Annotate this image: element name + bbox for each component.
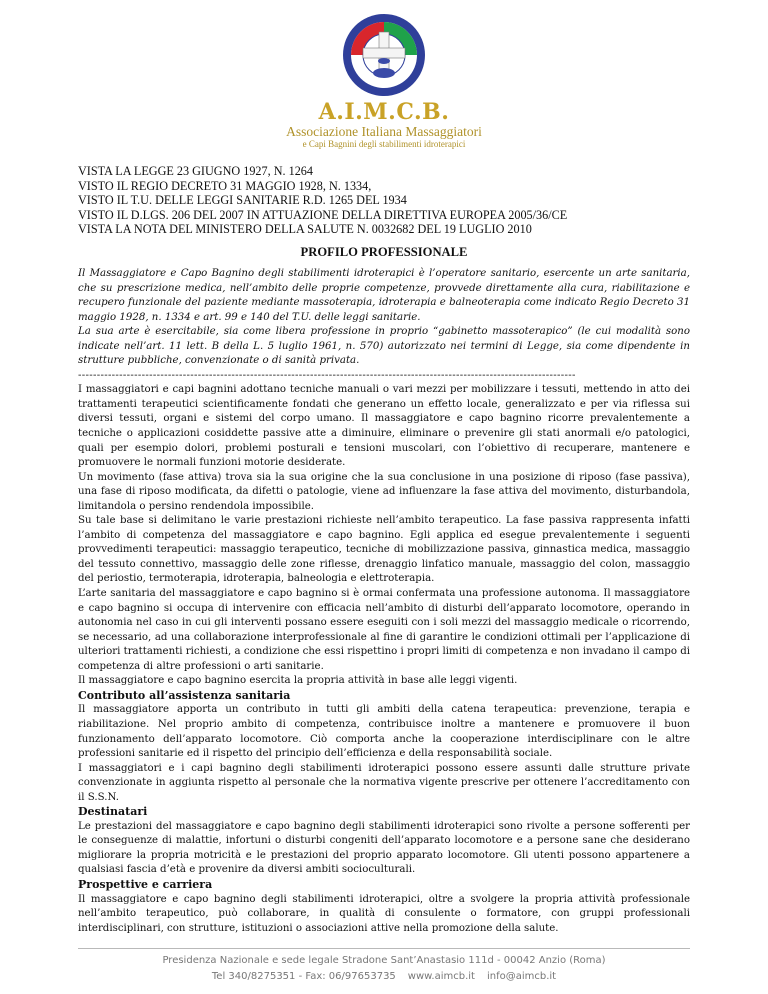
footer-address: Presidenza Nazionale e sede legale Stradone Sant’Anastasio 111d - 00042 Anzio (Roma) [162,955,606,966]
separator-line: ------------------------------------------------------------------------------------------------------------------------------------- [78,369,576,381]
body-paragraph: L’arte sanitaria del massaggiatore e capo bagnino si è ormai confermata una professione autonoma. Il massaggiatore e capo bagnino si occupa di intervenire con efficacia nell’ambito di disturbi dell’apparato locomotore, operando in autonomia nel caso in cui gli interventi possano essere eseguiti con i soli mezzi del massaggio medicale o ricorrendo, se necessario, ad una collaborazione interprofessionale al fine di garantire le condizioni ottimali per l’applicazione di ulteriori trattamenti richiesti, a condizione che essi rispettino i propri limiti di competenza e non invadano il campo di competenza di altre professioni o arti sanitarie. [78,588,690,672]
body-paragraph: I massaggiatori e capi bagnini adottano tecniche manuali o vari mezzi per mobilizzare i tessuti, mettendo in atto dei trattamenti terapeutici scientificamente fondati che generano un effetto locale, generalizzato e per via riflessa sui diversi tessuti, organi e sistemi del corpo umano. Il massaggiatore e capo bagnino ricorre prevalentemente a tecniche o applicazioni cosiddette passive atte a diminuire, eliminare o prevenire gli stati anormali e/o patologici, quali per esempio dolori, problemi posturali e tensioni muscolari, con l’obiettivo di recuperare, mantenere e promuovere le normali funzioni motorie desiderate. [78,384,690,469]
body-paragraph: Un movimento (fase attiva) trova sia la sua origine che la sua conclusione in una posizione di riposo (fase passiva), una fase di riposo modificata, da difetti o patologie, viene ad influenzare la fase attiva del movimento, disturbandola, limitandola o persino rendendola impossibile. [78,471,690,512]
org-full-name: Associazione Italiana Massaggiatori [286,124,482,139]
page-footer [0,953,768,985]
document-body [78,267,690,936]
footer-phone: Tel 340/8275351 - Fax: 06/97653735 [211,971,396,982]
letterhead [0,12,768,150]
reference-line: VISTA LA LEGGE 23 GIUGNO 1927, N. 1264 [78,164,313,178]
body-paragraph: I massaggiatori e i capi bagnino degli stabilimenti idroterapici possono essere assunti dalle strutture private convenzionate in aggiunta rispetto al personale che la normativa vigente prescrive per ottenere l’accreditamento con il S.S.N. [78,762,690,803]
org-name: A.I.M.C.B. [318,99,450,125]
reference-line: VISTO IL REGIO DECRETO 31 MAGGIO 1928, N. 1334, [78,178,372,193]
section-heading: Prospettive e carriera [78,877,213,891]
reference-line: VISTO IL D.LGS. 206 DEL 2007 IN ATTUAZIONE DELLA DIRETTIVA EUROPEA 2005/36/CE [78,207,568,222]
reference-line: VISTO IL T.U. DELLE LEGGI SANITARIE R.D. 1265 DEL 1934 [78,193,407,208]
org-subtitle: e Capi Bagnini degli stabilimenti idroterapici [302,139,466,149]
footer-contacts [0,969,768,985]
body-paragraph: Il massaggiatore e capo bagnino esercita la propria attività in base alle leggi vigenti. [78,675,518,687]
body-paragraph: Il massaggiatore apporta un contributo in tutti gli ambiti della catena terapeutica: prevenzione, terapia e riabilitazione. Nel proprio ambito di competenza, contribuisce inoltre a mantenere e promuovere il buon funzionamento dell’apparato locomotore. Ciò comporta anche la cooperazione interdisciplinare con le altre professioni sanitarie ed il rispetto del principio dell’efficienza e della responsabilità sociale. [78,704,690,760]
footer-website-link[interactable]: www.aimcb.it [407,971,475,982]
legal-references [78,164,698,237]
body-paragraph: Il massaggiatore e capo bagnino degli stabilimenti idroterapici, oltre a svolgere la propria attività professionale nell’ambito terapeutico, può collaborare, in qualità di consulente o formatore, con gruppi professionali interdisciplinari, con strutture, istituzioni o associazioni attive nella promozione della salute. [78,893,690,934]
intro-paragraph: Il Massaggiatore e Capo Bagnino degli stabilimenti idroterapici è l’operatore sanitario, esercente un arte sanitaria, che su prescrizione medica, nell’ambito delle proprie competenze, provvede direttamente alla cura, riabilitazione e recupero funzionale del paziente mediante massoterapia, idroterapia e balneoterapia come indicato Regio Decreto 31 maggio 1928, n. 1334 e art. 99 e 140 del T.U. delle leggi sanitarie. [78,268,690,323]
body-paragraph: Su tale base si delimitano le varie prestazioni richieste nell’ambito terapeutico. La fase passiva rappresenta infatti l’ambito di competenza del massaggiatore e capo bagnino. Egli applica ed esegue prevalentemente i seguenti provvedimenti terapeutici: massaggio terapeutico, tecniche di mobilizzazione passiva, ginnastica medica, massaggio del tessuto connettivo, massaggio delle zone riflesse, drenaggio linfatico manuale, massaggio del colon, massaggio del periostio, termoterapia, idroterapia, balneologia e elettroterapia. [78,515,690,585]
body-paragraph: Le prestazioni del massaggiatore e capo bagnino degli stabilimenti idroterapici sono rivolte a persone sofferenti per le conseguenze di malattie, infortuni o disturbi congeniti dell’apparato locomotore e a persone sane che desiderano migliorare la propria motricità e le prestazioni del proprio apparato locomotore. Gli utenti possono appartenere a qualsiasi fascia d’età e provenire da diversi ambiti socioculturali. [78,820,690,876]
reference-line: VISTA LA NOTA DEL MINISTERO DELLA SALUTE N. 0032682 DEL 19 LUGLIO 2010 [78,222,532,237]
association-logo-icon [330,12,438,98]
intro-paragraph: La sua arte è esercitabile, sia come libera professione in proprio “gabinetto massoterapico” (le cui modalità sono indicate nell’art. 11 lett. B della L. 5 luglio 1961, n. 570) autorizzato nei termini di Legge, sia come dipendente in strutture pubbliche, convenzionate o di sanità privata. [78,326,690,367]
document-title: PROFILO PROFESSIONALE [300,245,468,259]
footer-email-link[interactable]: info@aimcb.it [486,971,557,982]
section-heading: Contributo all’assistenza sanitaria [78,688,291,702]
section-heading: Destinatari [78,805,148,819]
footer-divider [78,948,690,949]
